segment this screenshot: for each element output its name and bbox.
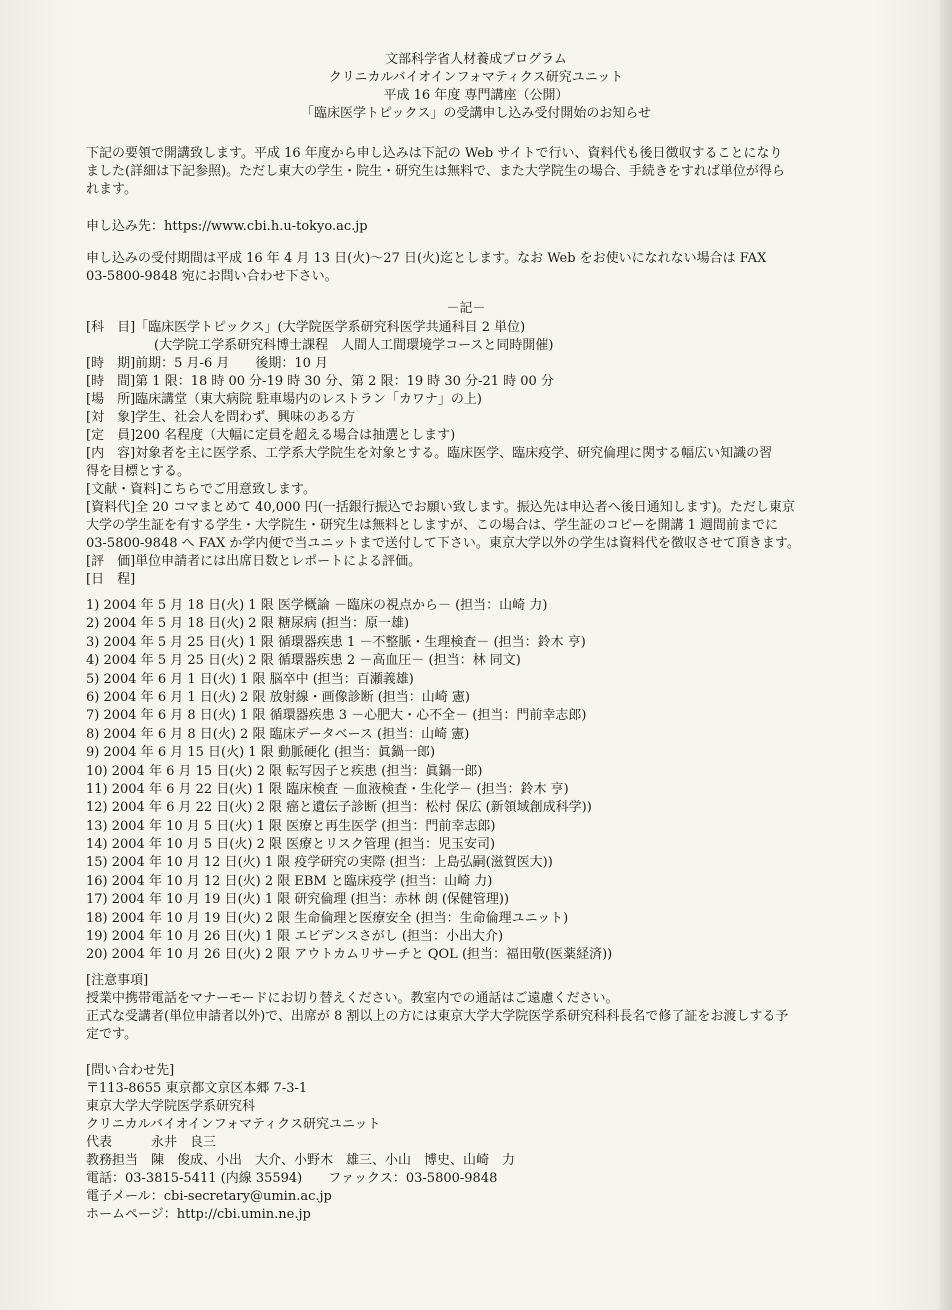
details-section	[86, 319, 846, 589]
schedule-item: 19) 2004 年 10 月 26 日(火) 1 限 エビデンスさがし (担当：小出大介)	[86, 929, 504, 945]
detail-text: 「臨床医学トピックス」(大学院医学系研究科医学共通科目 2 単位)	[135, 320, 526, 335]
schedule-list	[86, 597, 846, 965]
schedule-item: 16) 2004 年 10 月 12 日(火) 2 限 EBM と臨床疫学 (担当：山崎 力)	[86, 873, 493, 889]
note-line: 授業中携帯電話をマナーモードにお切り替えください。教室内での通話はご遠慮ください。	[86, 991, 619, 1006]
detail-row	[86, 337, 846, 355]
schedule-item: 2) 2004 年 5 月 18 日(火) 2 限 糖尿病 (担当：原一雄)	[86, 616, 410, 632]
schedule-item: 15) 2004 年 10 月 12 日(火) 1 限 疫学研究の実際 (担当：上島弘嗣(滋賀医大))	[86, 855, 553, 871]
detail-text: 03-5800-9848 へ FAX か学内便で当ユニットまで送付して下さい。東京大学以外の学生は資料代を徴収させて頂きます。	[86, 536, 800, 551]
detail-text: 得を目標とする。	[86, 464, 191, 479]
contact-line: 〒113-8655 東京都文京区本郷 7-3-1	[86, 1081, 308, 1096]
schedule-item: 17) 2004 年 10 月 19 日(火) 1 限 研究倫理 (担当：赤林 朗 (保健管理))	[86, 892, 510, 908]
detail-label: [科 目]	[86, 320, 136, 335]
detail-label: [時 期]	[86, 356, 136, 371]
schedule-item: 1) 2004 年 5 月 18 日(火) 1 限 医学概論 －臨床の視点から－ (担当：山崎 力)	[86, 598, 548, 613]
notes-section	[86, 972, 846, 1044]
schedule-item: 11) 2004 年 6 月 22 日(火) 1 限 臨床検査 －血液検査・生化学－ (担当：鈴木 亨)	[86, 781, 569, 797]
notes-heading: [注意事項]	[86, 973, 149, 988]
schedule-item: 13) 2004 年 10 月 5 日(火) 1 限 医療と再生医学 (担当：門前幸志郎)	[86, 818, 496, 834]
schedule-item: 12) 2004 年 6 月 22 日(火) 2 限 癌と遺伝子診断 (担当：松村 保広 (新領域創成科学))	[86, 800, 592, 816]
contact-line: 電子メール：cbi-secretary@umin.ac.jp	[86, 1189, 332, 1204]
detail-row	[86, 427, 846, 445]
detail-text: 対象者を主に医学系、工学系大学院生を対象とする。臨床医学、臨床疫学、研究倫理に関する幅広い知識の習	[135, 446, 773, 461]
note-line: 定です。	[86, 1027, 137, 1042]
schedule-item: 10) 2004 年 6 月 15 日(火) 2 限 転写因子と疾患 (担当：眞鍋一郎)	[86, 763, 483, 779]
detail-row	[86, 409, 846, 427]
contact-line: 電話：03-3815-5411 (内線 35594) ファックス：03-5800-9848	[86, 1171, 498, 1186]
title-line: 平成 16 年度 専門講座（公開）	[383, 88, 569, 103]
detail-text: 200 名程度（大幅に定員を超える場合は抽選とします)	[135, 428, 456, 443]
contact-line: クリニカルバイオインフォマティクス研究ユニット	[86, 1117, 381, 1132]
intro-line: れます。	[86, 182, 137, 197]
detail-text: 第 1 限：18 時 00 分-19 時 30 分、第 2 限：19 時 30 分-21 時 00 分	[135, 374, 554, 389]
detail-label: [内 容]	[86, 446, 136, 461]
period-line: 03-5800-9848 宛にお問い合わせ下さい。	[86, 269, 338, 284]
detail-label: [定 員]	[86, 428, 136, 443]
detail-text: 大学の学生証を有する学生・大学院生・研究生は無料としますが、この場合は、学生証のコピーを開講 1 週間前までに	[86, 518, 779, 533]
detail-row	[86, 499, 846, 517]
intro-line: 下記の要領で開講致します。平成 16 年度から申し込みは下記の Web サイトで行い、資料代も後日徴収することになり	[86, 146, 783, 161]
detail-text: 学生、社会人を問わず、興味のある方	[135, 410, 356, 425]
schedule-item: 14) 2004 年 10 月 5 日(火) 2 限 医療とリスク管理 (担当：児玉安司)	[86, 837, 496, 853]
schedule-item: 20) 2004 年 10 月 26 日(火) 2 限 アウトカムリサーチと QOL (担当：福田敬(医薬経済))	[86, 947, 613, 963]
intro-paragraph	[86, 145, 846, 199]
period-line: 申し込みの受付期間は平成 16 年 4 月 13 日(火)〜27 日(火)迄とします。なお Web をお使いになれない場合は FAX	[86, 251, 767, 266]
period-paragraph	[86, 250, 846, 286]
detail-row	[86, 553, 846, 571]
detail-row	[86, 373, 846, 391]
detail-text: 臨床講堂（東大病院 駐車場内のレストラン「カワナ」の上)	[135, 392, 482, 407]
detail-text: 前期：5 月-6 月 後期：10 月	[135, 356, 329, 371]
note-line: 正式な受講者(単位申請者以外)で、出席が 8 割以上の方には東京大学大学院医学系研究科科長名で修了証をお渡しする予	[86, 1009, 789, 1024]
schedule-item: 7) 2004 年 6 月 8 日(火) 1 限 循環器疾患 3 －心肥大・心不全－ (担当：門前幸志郎)	[86, 708, 587, 724]
detail-label: [文献・資料]	[86, 482, 162, 497]
schedule-item: 5) 2004 年 6 月 1 日(火) 1 限 脳卒中 (担当：百瀬義雄)	[86, 671, 414, 687]
page-edge	[940, 0, 952, 1310]
schedule-item: 6) 2004 年 6 月 1 日(火) 2 限 放射線・画像診断 (担当：山崎 憲)	[86, 689, 470, 705]
ki-heading-text: －記－	[446, 301, 486, 316]
detail-row	[86, 391, 846, 409]
detail-text: (大学院工学系研究科博士課程 人間人工間環境学コースと同時開催)	[154, 338, 554, 353]
title-line: 文部科学省人材養成プログラム	[385, 52, 567, 67]
schedule-item: 3) 2004 年 5 月 25 日(火) 1 限 循環器疾患 1 －不整脈・生理検査－ (担当：鈴木 亨)	[86, 634, 586, 650]
contact-line: ホームページ：http://cbi.umin.ne.jp	[86, 1207, 311, 1222]
detail-row	[86, 535, 846, 553]
schedule-item: 4) 2004 年 5 月 25 日(火) 2 限 循環器疾患 2 －高血圧－ (担当：林 同文)	[86, 653, 521, 669]
detail-label: [日 程]	[86, 572, 136, 587]
title-line: 「臨床医学トピックス」の受講申し込み受付開始のお知らせ	[301, 106, 651, 121]
detail-label: [場 所]	[86, 392, 136, 407]
detail-label: [評 価]	[86, 554, 136, 569]
apply-line: 申し込み先：https://www.cbi.h.u-tokyo.ac.jp	[86, 219, 368, 234]
contact-section	[86, 1062, 846, 1224]
detail-label: [対 象]	[86, 410, 136, 425]
ki-heading	[86, 300, 846, 318]
contact-heading: [問い合わせ先]	[86, 1063, 175, 1078]
apply-paragraph	[86, 218, 846, 236]
intro-line: ました(詳細は下記参照)。ただし東大の学生・院生・研究生は無料で、また大学院生の場合、手続きをすれば単位が得ら	[86, 164, 785, 179]
detail-row	[86, 463, 846, 481]
title-line: クリニカルバイオインフォマティクス研究ユニット	[328, 70, 624, 85]
document-title	[0, 51, 952, 123]
detail-label: [時 間]	[86, 374, 136, 389]
contact-line: 教務担当 陳 俊成、小出 大介、小野木 雄三、小山 博史、山崎 力	[86, 1153, 516, 1168]
detail-row	[86, 355, 846, 373]
schedule-item: 9) 2004 年 6 月 15 日(火) 1 限 動脈硬化 (担当：眞鍋一郎)	[86, 745, 436, 761]
detail-row	[86, 517, 846, 535]
detail-text: こちらでご用意致します。	[161, 482, 316, 497]
contact-line: 代表 永井 良三	[86, 1135, 217, 1150]
contact-line: 東京大学大学院医学系研究科	[86, 1099, 256, 1114]
detail-text: 全 20 コマまとめて 40,000 円(一括銀行振込でお願い致します。振込先は申込者へ後日通知します)。ただし東京	[135, 500, 795, 515]
detail-row	[86, 481, 846, 499]
schedule-item: 18) 2004 年 10 月 19 日(火) 2 限 生命倫理と医療安全 (担当：生命倫理ユニット)	[86, 910, 569, 926]
detail-row	[86, 445, 846, 463]
detail-text: 単位申請者には出席日数とレポートによる評価。	[135, 554, 422, 569]
detail-row	[86, 571, 846, 589]
detail-label: [資料代]	[86, 500, 136, 515]
detail-row	[86, 319, 846, 337]
schedule-item: 8) 2004 年 6 月 8 日(火) 2 限 臨床データベース (担当：山崎 憲)	[86, 726, 470, 742]
